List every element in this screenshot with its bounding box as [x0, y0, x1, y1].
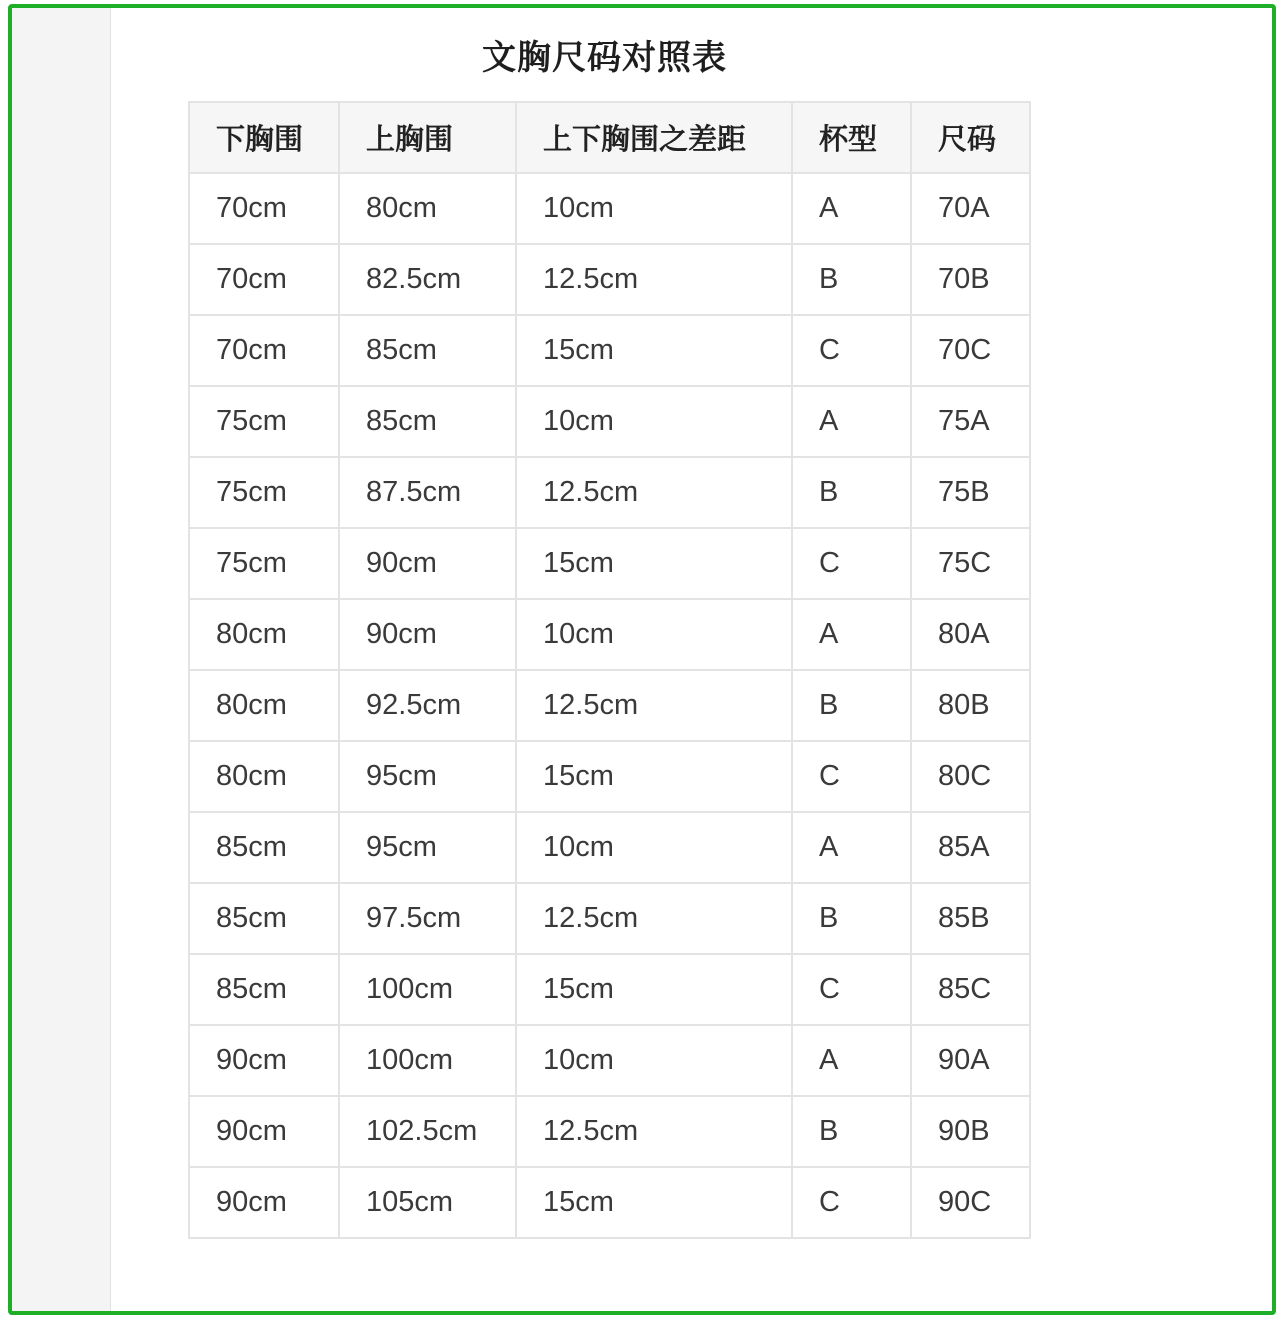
table-row: [189, 1025, 1030, 1096]
header-underbust: 下胸围: [189, 102, 339, 173]
cell-size: 90C: [911, 1167, 1030, 1238]
cell-bust: 82.5cm: [339, 244, 516, 315]
table-row: [189, 954, 1030, 1025]
cell-bust: 95cm: [339, 741, 516, 812]
cell-bust: 85cm: [339, 386, 516, 457]
cell-size: 70C: [911, 315, 1030, 386]
cell-difference: 12.5cm: [516, 457, 792, 528]
cell-difference: 15cm: [516, 954, 792, 1025]
cell-bust: 100cm: [339, 954, 516, 1025]
cell-cup: A: [792, 173, 911, 244]
cell-underbust: 70cm: [189, 173, 339, 244]
cell-bust: 102.5cm: [339, 1096, 516, 1167]
cell-bust: 90cm: [339, 599, 516, 670]
cell-underbust: 85cm: [189, 954, 339, 1025]
cell-bust: 92.5cm: [339, 670, 516, 741]
cell-cup: C: [792, 741, 911, 812]
cell-difference: 10cm: [516, 1025, 792, 1096]
page-title: 文胸尺码对照表: [482, 38, 727, 78]
table-body: [189, 173, 1030, 1238]
cell-difference: 12.5cm: [516, 1096, 792, 1167]
cell-bust: 105cm: [339, 1167, 516, 1238]
cell-underbust: 75cm: [189, 386, 339, 457]
cell-size: 85B: [911, 883, 1030, 954]
cell-difference: 12.5cm: [516, 670, 792, 741]
cell-bust: 80cm: [339, 173, 516, 244]
cell-underbust: 85cm: [189, 812, 339, 883]
cell-underbust: 75cm: [189, 528, 339, 599]
table-row: [189, 386, 1030, 457]
header-size: 尺码: [911, 102, 1030, 173]
content-frame: [8, 4, 1276, 1315]
cell-underbust: 90cm: [189, 1025, 339, 1096]
table-row: [189, 670, 1030, 741]
cell-difference: 10cm: [516, 812, 792, 883]
table-row: [189, 457, 1030, 528]
cell-bust: 87.5cm: [339, 457, 516, 528]
cell-difference: 10cm: [516, 386, 792, 457]
cell-underbust: 85cm: [189, 883, 339, 954]
cell-difference: 12.5cm: [516, 883, 792, 954]
cell-bust: 85cm: [339, 315, 516, 386]
cell-size: 90A: [911, 1025, 1030, 1096]
cell-size: 75A: [911, 386, 1030, 457]
header-cup: 杯型: [792, 102, 911, 173]
cell-bust: 97.5cm: [339, 883, 516, 954]
table-row: [189, 244, 1030, 315]
cell-cup: C: [792, 1167, 911, 1238]
cell-size: 80B: [911, 670, 1030, 741]
table-row: [189, 528, 1030, 599]
cell-size: 75C: [911, 528, 1030, 599]
cell-difference: 15cm: [516, 1167, 792, 1238]
cell-size: 85C: [911, 954, 1030, 1025]
cell-cup: A: [792, 812, 911, 883]
left-gutter: [12, 8, 111, 1311]
cell-difference: 15cm: [516, 741, 792, 812]
cell-size: 70B: [911, 244, 1030, 315]
cell-difference: 15cm: [516, 528, 792, 599]
table-row: [189, 741, 1030, 812]
cell-cup: A: [792, 386, 911, 457]
cell-cup: B: [792, 457, 911, 528]
table-header-row: [189, 102, 1030, 173]
cell-size: 90B: [911, 1096, 1030, 1167]
table-row: [189, 173, 1030, 244]
cell-difference: 10cm: [516, 599, 792, 670]
cell-underbust: 80cm: [189, 741, 339, 812]
cell-cup: C: [792, 528, 911, 599]
cell-difference: 15cm: [516, 315, 792, 386]
table-row: [189, 883, 1030, 954]
table-row: [189, 1167, 1030, 1238]
header-bust: 上胸围: [339, 102, 516, 173]
header-difference: 上下胸围之差距: [516, 102, 792, 173]
cell-bust: 90cm: [339, 528, 516, 599]
cell-cup: B: [792, 883, 911, 954]
cell-cup: A: [792, 599, 911, 670]
table-row: [189, 812, 1030, 883]
cell-cup: A: [792, 1025, 911, 1096]
cell-underbust: 90cm: [189, 1167, 339, 1238]
cell-bust: 95cm: [339, 812, 516, 883]
cell-size: 75B: [911, 457, 1030, 528]
cell-underbust: 80cm: [189, 599, 339, 670]
cell-cup: B: [792, 244, 911, 315]
cell-underbust: 75cm: [189, 457, 339, 528]
cell-size: 85A: [911, 812, 1030, 883]
cell-cup: C: [792, 315, 911, 386]
cell-bust: 100cm: [339, 1025, 516, 1096]
cell-cup: C: [792, 954, 911, 1025]
cell-difference: 10cm: [516, 173, 792, 244]
cell-size: 80C: [911, 741, 1030, 812]
table-row: [189, 315, 1030, 386]
cell-cup: B: [792, 670, 911, 741]
cell-underbust: 70cm: [189, 244, 339, 315]
cell-size: 80A: [911, 599, 1030, 670]
cell-underbust: 90cm: [189, 1096, 339, 1167]
table-row: [189, 1096, 1030, 1167]
cell-size: 70A: [911, 173, 1030, 244]
cell-difference: 12.5cm: [516, 244, 792, 315]
cell-underbust: 70cm: [189, 315, 339, 386]
cell-underbust: 80cm: [189, 670, 339, 741]
size-chart-table: [188, 101, 1031, 1239]
cell-cup: B: [792, 1096, 911, 1167]
table-row: [189, 599, 1030, 670]
